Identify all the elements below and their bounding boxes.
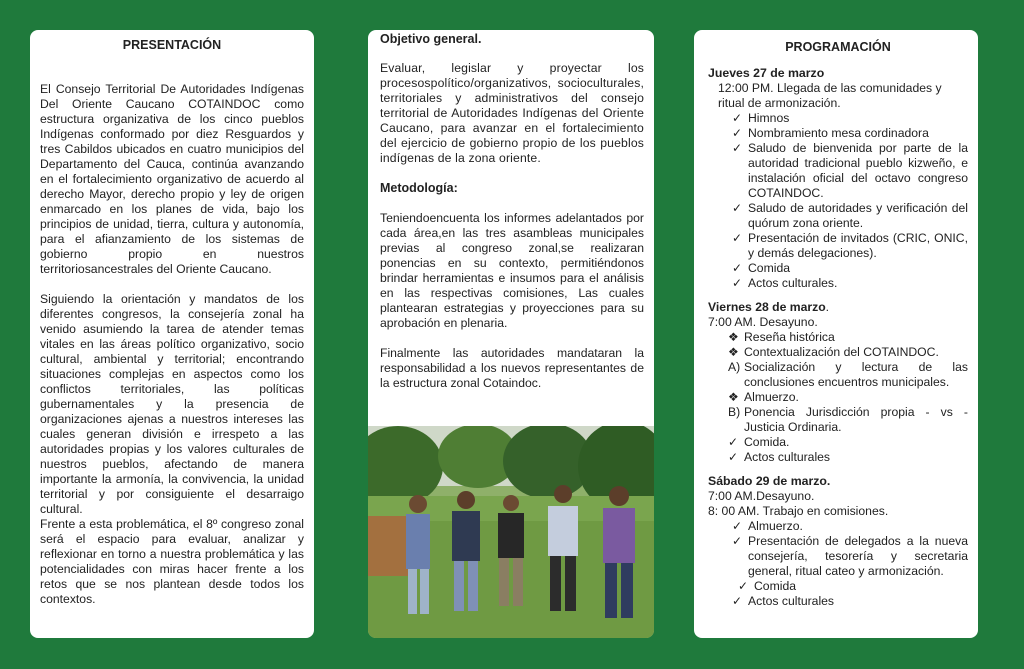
check-icon: ✓ bbox=[728, 435, 739, 449]
objetivo-title: Objetivo general. bbox=[380, 32, 482, 46]
check-icon: ✓ bbox=[732, 126, 743, 140]
list-item: ❖ Reseña histórica bbox=[728, 330, 835, 344]
list-item: ✓ Almuerzo. bbox=[732, 519, 803, 533]
check-icon: ✓ bbox=[732, 201, 743, 215]
check-icon: ✓ bbox=[732, 261, 743, 275]
list-item: ✓ Himnos bbox=[732, 111, 790, 125]
presentacion-title: PRESENTACIÓN bbox=[122, 38, 222, 52]
group-photo bbox=[368, 426, 654, 638]
list-item: ❖ Almuerzo. bbox=[728, 390, 799, 404]
list-letter: A) bbox=[728, 360, 741, 374]
objetivo-panel bbox=[368, 30, 654, 638]
list-item: ✓ Saludo de autoridades y verificación del quórum zona oriente. bbox=[732, 201, 968, 230]
list-item: ✓ Nombramiento mesa cordinadora bbox=[732, 126, 929, 140]
list-item: A) Socialización y lectura de las conclusiones encuentros municipales. bbox=[728, 360, 968, 389]
objetivo-text: Evaluar, legislar y proyectar los procesospolítico/organizativos, socioculturales, territoriales y administrativos del consejo territorial de Autoridades Indígenas del Oriente Caucano, para avanzar en el fortalecimiento del ejercicio de gobierno propio de los pueblos indígenas de la zona oriente. bbox=[380, 61, 644, 165]
group-photo-image bbox=[368, 426, 654, 638]
viernes-day: Viernes 28 de marzo bbox=[708, 300, 826, 314]
sabado-line-2: 8: 00 AM. Trabajo en comisiones. bbox=[708, 504, 889, 518]
presentacion-paragraph-3: Frente a esta problemática, el 8º congreso zonal será el espacio para evaluar, analizar y reflexionar en torno a nuestra problemática y las potencialidades con miras hacer frente a los retos que se nos plantean desde todos los contextos. bbox=[40, 517, 304, 606]
list-item: ✓ Presentación de invitados (CRIC, ONIC, y demás delegaciones). bbox=[732, 231, 968, 260]
list-item: B) Ponencia Jurisdicción propia - vs - Justicia Ordinaria. bbox=[728, 405, 968, 434]
list-item: ✓ Presentación de delegados a la nueva consejería, tesorería y secretaria general, ritual cateo y armonización. bbox=[732, 534, 968, 578]
check-icon: ✓ bbox=[732, 519, 743, 533]
presentacion-panel bbox=[30, 30, 314, 638]
jueves-time-line: 12:00 PM. Llegada de las comunidades y ritual de armonización. bbox=[718, 81, 942, 110]
check-icon: ✓ bbox=[738, 579, 749, 593]
list-item: ✓ Comida bbox=[732, 261, 790, 275]
jueves-day: Jueves 27 de marzo bbox=[708, 66, 825, 80]
diamond-bullet-icon: ❖ bbox=[728, 330, 739, 344]
check-icon: ✓ bbox=[732, 111, 743, 125]
check-icon: ✓ bbox=[732, 534, 743, 548]
check-icon: ✓ bbox=[728, 450, 739, 464]
check-icon: ✓ bbox=[732, 231, 743, 245]
list-item: ✓ Comida bbox=[738, 579, 796, 593]
list-item: ✓ Actos culturales. bbox=[732, 276, 838, 290]
diamond-bullet-icon: ❖ bbox=[728, 345, 739, 359]
list-item: ✓ Saludo de bienvenida por parte de la autoridad tradicional pueblo kizweño, e instalación oficial del octavo congreso COTAINDOC. bbox=[732, 141, 968, 200]
list-letter: B) bbox=[728, 405, 741, 419]
presentacion-paragraph-2: Siguiendo la orientación y mandatos de los diferentes congresos, la consejería zonal ha venido asumiendo la tarea de atender temas vitales en las áreas político organizativo, socio cultural, ambiental y territorial; encontrando situaciones complejas en aspectos como los conflictos territoriales, las políticas gubernamentales y la presencia de organizaciones ajenas a nuestros intereses las cuales generan división e irrespeto a las autoridades propias y los valores culturales de nuestros pueblos, afectando de manera importante la armonía, la convivencia, la unidad territorial y por consiguiente el desarraigo cultural. bbox=[40, 292, 304, 516]
programacion-panel bbox=[694, 30, 978, 638]
diamond-bullet-icon: ❖ bbox=[728, 390, 739, 404]
programacion-title: PROGRAMACIÓN bbox=[785, 40, 891, 54]
viernes-time-line: 7:00 AM. Desayuno. bbox=[708, 315, 818, 329]
metodologia-text: Teniendoencuenta los informes adelantados por cada área,en las tres asambleas municipales previas al congreso zonal,se realizaran ponencias en su contexto, permitiéndonos brindar herramientas e insumos para el análisis en las respectivas comisiones, Las cuales plantearan estrategias y proyecciones para su aprobación en plenaria. bbox=[380, 211, 644, 330]
sabado-day: Sábado 29 de marzo. bbox=[708, 474, 831, 488]
list-item: ✓ Actos culturales bbox=[728, 450, 831, 464]
check-icon: ✓ bbox=[732, 594, 743, 608]
list-item: ❖ Contextualización del COTAINDOC. bbox=[728, 345, 939, 359]
presentacion-paragraph-1: El Consejo Territorial De Autoridades Indígenas Del Oriente Caucano COTAINDOC como estructura organizativa de los cinco pueblos Indígenas conformado por diez Resguardos y tres Cabildos ubicados en cuatro municipios del Departamento del Cauca, continúa avanzando en el fortalecimiento organizativo de acuerdo al derecho Mayor, derecho propio y ley de origen enmarcado en los planes de vida, bajo los principios de unidad, tierra, cultura y autonomía, para el afianzamiento de los sistemas de gobierno propio en nuestros territoriosancestrales del Oriente Caucano. bbox=[40, 82, 304, 276]
viernes-heading: Viernes 28 de marzo. bbox=[708, 300, 830, 314]
sabado-line-1: 7:00 AM.Desayuno. bbox=[708, 489, 815, 503]
metodologia-title: Metodología: bbox=[380, 181, 458, 195]
check-icon: ✓ bbox=[732, 276, 743, 290]
list-item: ✓ Actos culturales bbox=[732, 594, 835, 608]
check-icon: ✓ bbox=[732, 141, 743, 155]
list-item: ✓ Comida. bbox=[728, 435, 790, 449]
final-text: Finalmente las autoridades mandataran la responsabilidad a los nuevos representantes de la estructura zonal Cotaindoc. bbox=[380, 346, 644, 390]
